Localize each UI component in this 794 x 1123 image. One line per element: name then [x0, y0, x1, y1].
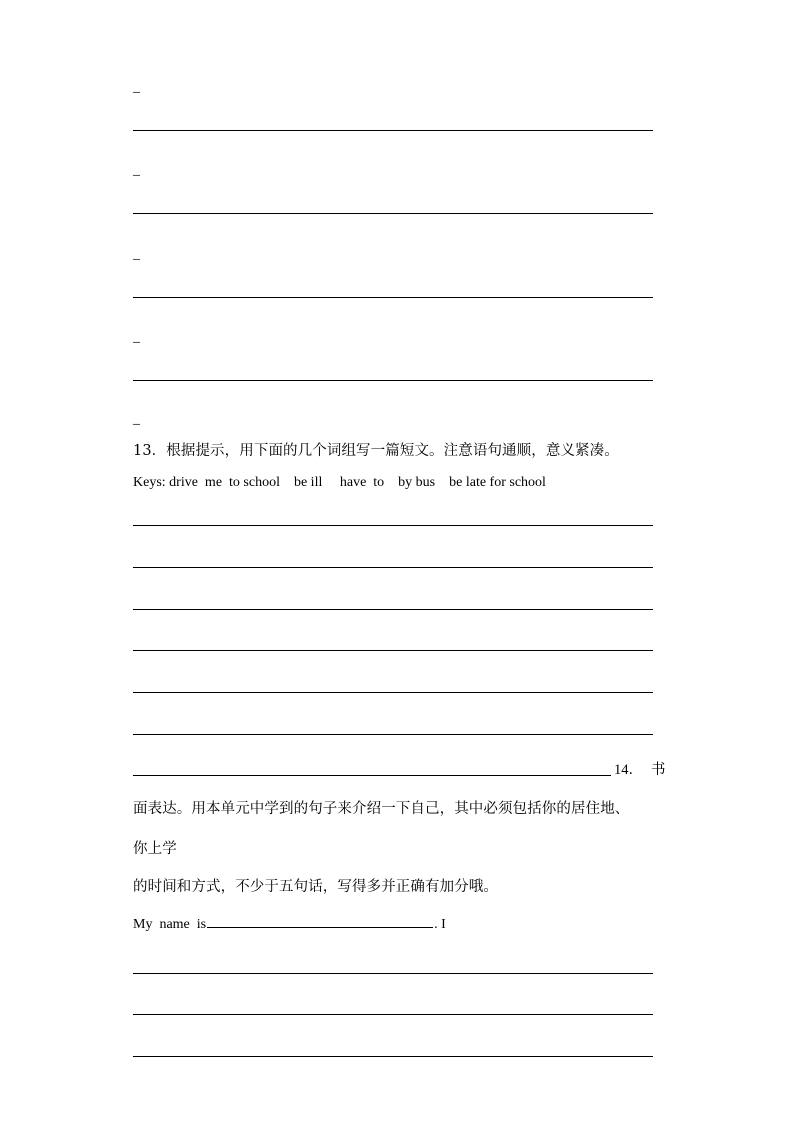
answer-line-q13-4[interactable] [133, 650, 653, 651]
dash-mark-3: _ [133, 247, 140, 262]
question-14-prompt-line-2: 面表达。用本单元中学到的句子来介绍一下自己，其中必须包括你的居住地、 [133, 801, 630, 817]
answer-line-q13-6[interactable] [133, 734, 653, 735]
dash-mark-4: _ [133, 330, 140, 345]
answer-line-q12-3[interactable] [133, 297, 653, 298]
starter-text-after: . I [434, 917, 446, 932]
answer-line-q13-3[interactable] [133, 609, 653, 610]
question-14-prompt-line-3: 你上学 [133, 841, 177, 857]
answer-line-q13-5[interactable] [133, 692, 653, 693]
starter-text-before: My name is [133, 917, 207, 932]
name-blank[interactable] [207, 915, 433, 928]
answer-line-q14-3[interactable] [133, 1056, 653, 1057]
question-14-prompt-line-4: 的时间和方式，不少于五句话，写得多并正确有加分哦。 [133, 879, 498, 895]
answer-line-q12-1[interactable] [133, 130, 653, 131]
question-14-prompt-start: 书 [651, 762, 666, 778]
q13-last-line-with-q14-number [133, 760, 666, 780]
answer-line-q13-7[interactable] [133, 761, 611, 776]
dash-mark-5: _ [133, 412, 140, 427]
question-13-keys: Keys: drive me to school be ill have to by bus be late for school [133, 475, 546, 490]
answer-line-q13-2[interactable] [133, 567, 653, 568]
answer-line-q13-1[interactable] [133, 525, 653, 526]
question-14-starter [133, 915, 446, 934]
answer-line-q12-2[interactable] [133, 213, 653, 214]
dash-mark-1: _ [133, 80, 140, 95]
dash-mark-2: _ [133, 163, 140, 178]
question-14-number: 14． [614, 762, 643, 778]
answer-line-q12-4[interactable] [133, 380, 653, 381]
question-13-prompt: 13．根据提示，用下面的几个词组写一篇短文。注意语句通顺，意义紧凑。 [133, 443, 619, 459]
answer-line-q14-1[interactable] [133, 973, 653, 974]
answer-line-q14-2[interactable] [133, 1014, 653, 1015]
